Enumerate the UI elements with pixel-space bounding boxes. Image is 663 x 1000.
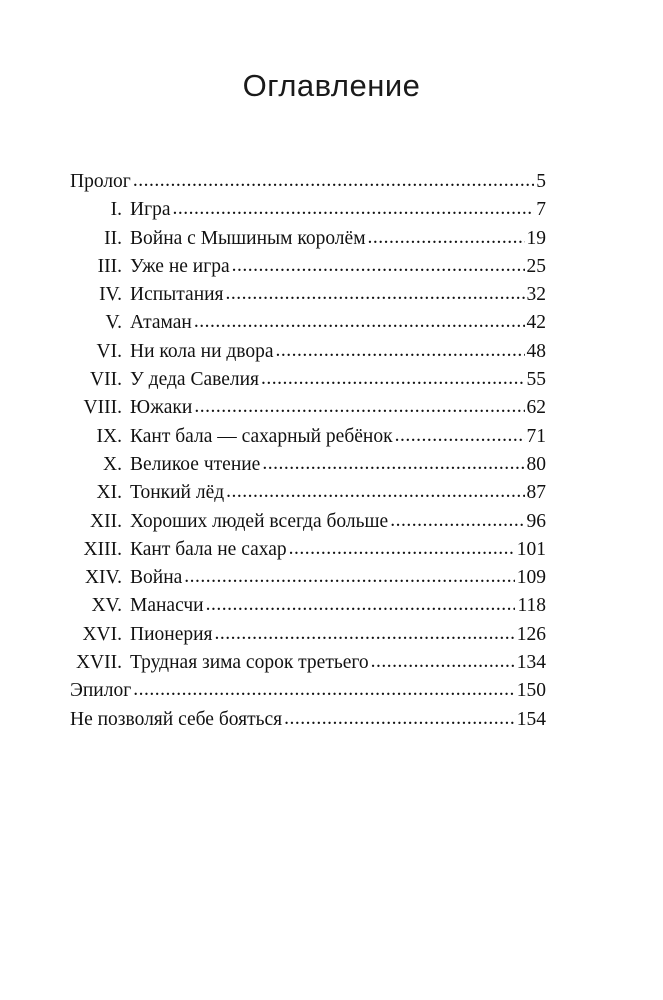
chapter-number: I. — [110, 199, 122, 221]
chapter-number: XIV. — [84, 567, 122, 589]
toc-entry — [70, 253, 546, 281]
page-number: 126 — [516, 623, 546, 645]
chapter-title: Эпилог — [70, 680, 132, 702]
dot-leader — [371, 648, 515, 676]
chapter-title: Южаки — [130, 397, 193, 419]
toc-entry — [70, 479, 546, 507]
chapter-title: Испытания — [130, 284, 224, 306]
toc-entry — [70, 508, 546, 536]
chapter-title: Война — [130, 567, 183, 589]
chapter-title: Ни кола ни двора — [130, 340, 274, 362]
page-number: 109 — [516, 567, 546, 589]
page-number: 25 — [526, 255, 546, 277]
chapter-number: VIII. — [83, 397, 122, 419]
chapter-title: Манасчи — [130, 595, 204, 617]
chapter-title: Война с Мышиным королём — [130, 227, 366, 249]
toc-entry — [70, 281, 546, 309]
page-number: 101 — [516, 538, 546, 560]
chapter-number: VI. — [96, 340, 122, 362]
chapter-title: Не позволяй себе бояться — [70, 708, 283, 730]
page-number: 62 — [526, 397, 546, 419]
chapter-number: II. — [104, 227, 122, 249]
page-title: Оглавление — [242, 68, 421, 103]
page-number: 96 — [526, 510, 546, 532]
chapter-number: V. — [105, 312, 122, 334]
page-number: 134 — [516, 652, 546, 674]
chapter-title: Трудная зима сорок третьего — [130, 652, 369, 674]
chapter-title: Тонкий лёд — [130, 482, 225, 504]
toc-entry — [70, 706, 546, 734]
chapter-number: VII. — [90, 369, 122, 391]
dot-leader — [194, 393, 524, 421]
toc-entry — [70, 621, 546, 649]
toc-entry — [70, 423, 546, 451]
dot-leader — [368, 224, 525, 252]
dot-leader — [226, 280, 525, 308]
page-number: 32 — [526, 284, 546, 306]
page-number: 154 — [516, 708, 546, 730]
toc-entry — [70, 451, 546, 479]
page-number: 87 — [526, 482, 546, 504]
chapter-number: XI. — [96, 482, 122, 504]
page-number: 42 — [526, 312, 546, 334]
toc-entry — [70, 394, 546, 422]
dot-leader — [173, 195, 535, 223]
toc-entry — [70, 309, 546, 337]
chapter-title: Атаман — [130, 312, 192, 334]
chapter-title: Уже не игра — [130, 255, 230, 277]
dot-leader — [184, 563, 514, 591]
chapter-title: Пионерия — [130, 623, 213, 645]
page-number: 7 — [536, 199, 546, 221]
dot-leader — [226, 478, 524, 506]
dot-leader — [284, 705, 515, 733]
chapter-number: XVI. — [82, 623, 122, 645]
dot-leader — [395, 422, 525, 450]
dot-leader — [262, 450, 524, 478]
toc-entry — [70, 592, 546, 620]
toc-entry — [70, 536, 546, 564]
dot-leader — [390, 507, 524, 535]
chapter-number: X. — [103, 453, 122, 475]
page-number: 150 — [516, 680, 546, 702]
chapter-number: XVII. — [75, 652, 122, 674]
chapter-number: XV. — [91, 595, 122, 617]
page-number: 80 — [526, 453, 546, 475]
page-number: 48 — [526, 340, 546, 362]
toc-entry — [70, 196, 546, 224]
dot-leader — [133, 167, 534, 195]
dot-leader — [261, 365, 525, 393]
page-number: 5 — [536, 171, 546, 192]
toc-entry — [70, 649, 546, 677]
toc-entry — [70, 338, 546, 366]
dot-leader — [215, 620, 515, 648]
toc-entry — [70, 677, 546, 705]
dot-leader — [194, 308, 525, 336]
chapter-number: III. — [97, 255, 122, 277]
chapter-title: У деда Савелия — [130, 369, 259, 391]
chapter-title: Великое чтение — [130, 453, 261, 475]
dot-leader — [133, 676, 515, 704]
page-number: 19 — [526, 227, 546, 249]
dot-leader — [206, 591, 516, 619]
table-of-contents — [70, 168, 546, 734]
chapter-title: Кант бала — сахарный ребёнок — [130, 425, 393, 447]
toc-entry — [70, 366, 546, 394]
dot-leader — [289, 535, 515, 563]
chapter-title: Кант бала не сахар — [130, 538, 287, 560]
page-number: 118 — [517, 595, 546, 617]
chapter-number: XII. — [90, 510, 122, 532]
chapter-title: Игра — [130, 199, 171, 221]
chapter-number: IV. — [99, 284, 122, 306]
chapter-number: IX. — [96, 425, 122, 447]
toc-entry — [70, 168, 546, 196]
dot-leader — [232, 252, 525, 280]
chapter-title: Хороших людей всегда больше — [130, 510, 389, 532]
page-number: 55 — [526, 369, 546, 391]
dot-leader — [276, 337, 525, 365]
page-number: 71 — [526, 425, 546, 447]
chapter-title: Пролог — [70, 171, 131, 192]
toc-entry — [70, 564, 546, 592]
chapter-number: XIII. — [83, 538, 122, 560]
toc-entry — [70, 225, 546, 253]
